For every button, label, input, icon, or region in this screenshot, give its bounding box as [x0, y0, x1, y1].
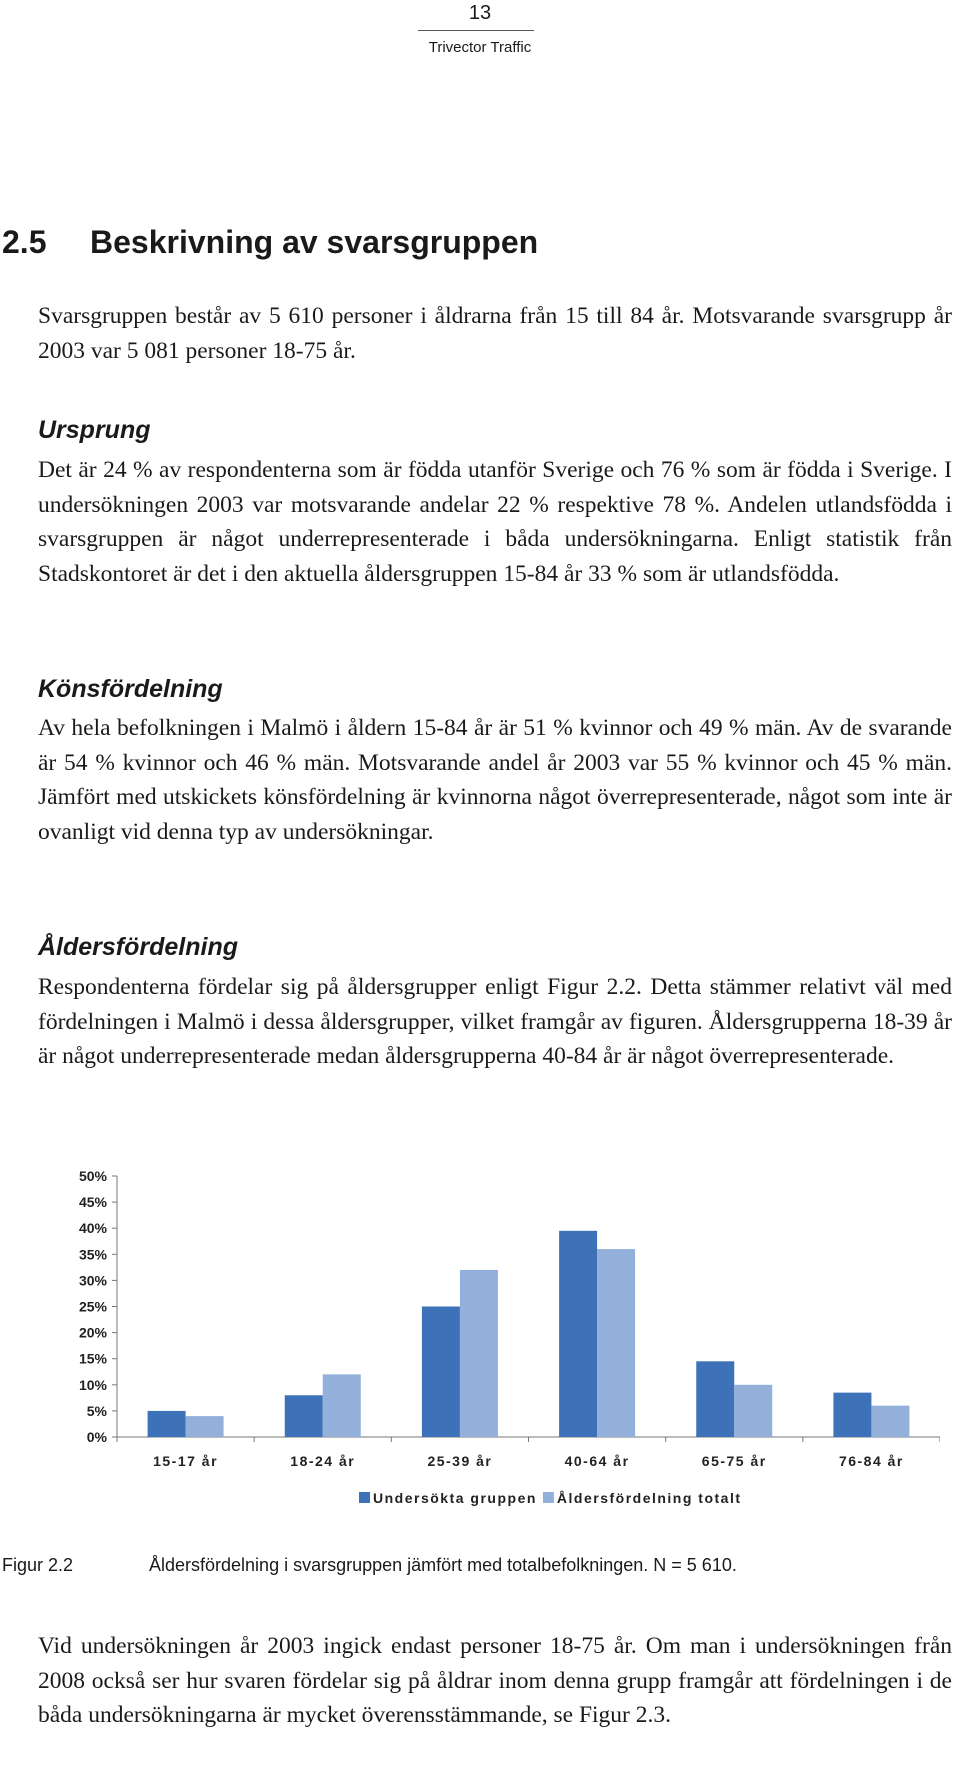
legend-swatch: [543, 1492, 554, 1503]
y-tick-label: 0%: [86, 1429, 107, 1445]
x-category-label: 76-84 år: [838, 1453, 904, 1469]
bar-undersokta: [833, 1393, 871, 1437]
heading-aldersfordelning: Åldersfördelning: [38, 933, 239, 961]
x-category-label: 40-64 år: [564, 1453, 630, 1469]
bar-undersokta: [559, 1231, 597, 1437]
x-category-label: 15-17 år: [153, 1453, 219, 1469]
y-tick-label: 35%: [78, 1246, 107, 1263]
y-tick-label: 30%: [78, 1272, 107, 1289]
bar-totalt: [460, 1270, 498, 1437]
paragraph-ursprung: Det är 24 % av respondenterna som är födda utanför Sverige och 76 % som är födda i Sverige. I undersökningen 2003 var motsvarande andelar 22 % respektive 78 %. Andelen utlandsfödda i svarsgruppen är något underrepresenterade i båda undersökningarna. Enligt statistik från Stadskontoret är det i den aktuella åldersgruppen 15-84 år 33 % som är utlandsfödda.: [38, 457, 952, 587]
bar-totalt: [734, 1385, 772, 1437]
header-organization: Trivector Traffic: [428, 39, 532, 56]
intro-paragraph: Svarsgruppen består av 5 610 personer i åldrarna från 15 till 84 år. Motsvarande svarsgrupp år 2003 var 5 081 personer 18-75 år.: [38, 303, 952, 364]
section-number: 2.5: [2, 224, 47, 260]
header-rule: [418, 30, 534, 31]
legend-swatch: [359, 1492, 370, 1503]
paragraph-aldersfordelning: Respondenterna fördelar sig på åldersgrupper enligt Figur 2.2. Detta stämmer relativt väl med fördelningen i Malmö i dessa åldersgrupper, vilket framgår av figuren. Åldersgrupperna 18-39 år är något underrepresenterade medan åldersgrupperna 40-84 år är något överrepresenterade.: [38, 974, 952, 1070]
closing-paragraph: Vid undersökningen år 2003 ingick endast personer 18-75 år. Om man i undersökningen från 2008 också ser hur svaren fördelar sig på åldrar inom denna grupp framgår att fördelningen i de båda undersökningarna är mycket överensstämmande, se Figur 2.3.: [38, 1633, 952, 1729]
section-title-text: Beskrivning av svarsgruppen: [90, 224, 539, 260]
bar-undersokta: [148, 1411, 186, 1437]
x-category-label: 65-75 år: [701, 1453, 767, 1469]
y-tick-label: 15%: [78, 1350, 107, 1367]
page-number: 13: [468, 2, 492, 24]
y-tick-label: 45%: [78, 1194, 107, 1211]
bar-totalt: [597, 1249, 635, 1437]
bar-undersokta: [285, 1395, 323, 1437]
paragraph-konsfordelning: Av hela befolkningen i Malmö i åldern 15-84 år är 51 % kvinnor och 49 % män. Av de svarande är 54 % kvinnor och 46 % män. Motsvarande andel år 2003 var 55 % kvinnor och 45 % män. Jämfört med utskickets könsfördelning är kvinnorna något överrepresenterade, något som inte är ovanligt vid denna typ av undersökningar.: [38, 715, 952, 845]
y-tick-label: 50%: [78, 1168, 107, 1184]
heading-konsfordelning: Könsfördelning: [38, 675, 223, 703]
y-tick-label: 10%: [78, 1376, 107, 1393]
bar-totalt: [871, 1406, 909, 1437]
y-tick-label: 5%: [86, 1402, 107, 1419]
x-category-label: 25-39 år: [427, 1453, 493, 1469]
y-tick-label: 20%: [78, 1324, 107, 1341]
heading-ursprung: Ursprung: [38, 416, 151, 444]
bar-totalt: [186, 1416, 224, 1437]
x-category-label: 18-24 år: [290, 1453, 356, 1469]
bar-undersokta: [422, 1307, 460, 1438]
age-distribution-chart: [36, 1160, 940, 1530]
legend-label: Åldersfördelning totalt: [556, 1490, 742, 1506]
figure-label: Figur 2.2: [2, 1555, 74, 1575]
y-tick-label: 25%: [78, 1298, 107, 1315]
y-tick-label: 40%: [78, 1220, 107, 1237]
bar-undersokta: [696, 1361, 734, 1437]
figure-caption-text: Åldersfördelning i svarsgruppen jämfört med totalbefolkningen. N = 5 610.: [149, 1555, 737, 1575]
legend-label: Undersökta gruppen: [373, 1490, 537, 1506]
section-title: [2, 222, 538, 262]
bar-totalt: [323, 1374, 361, 1437]
